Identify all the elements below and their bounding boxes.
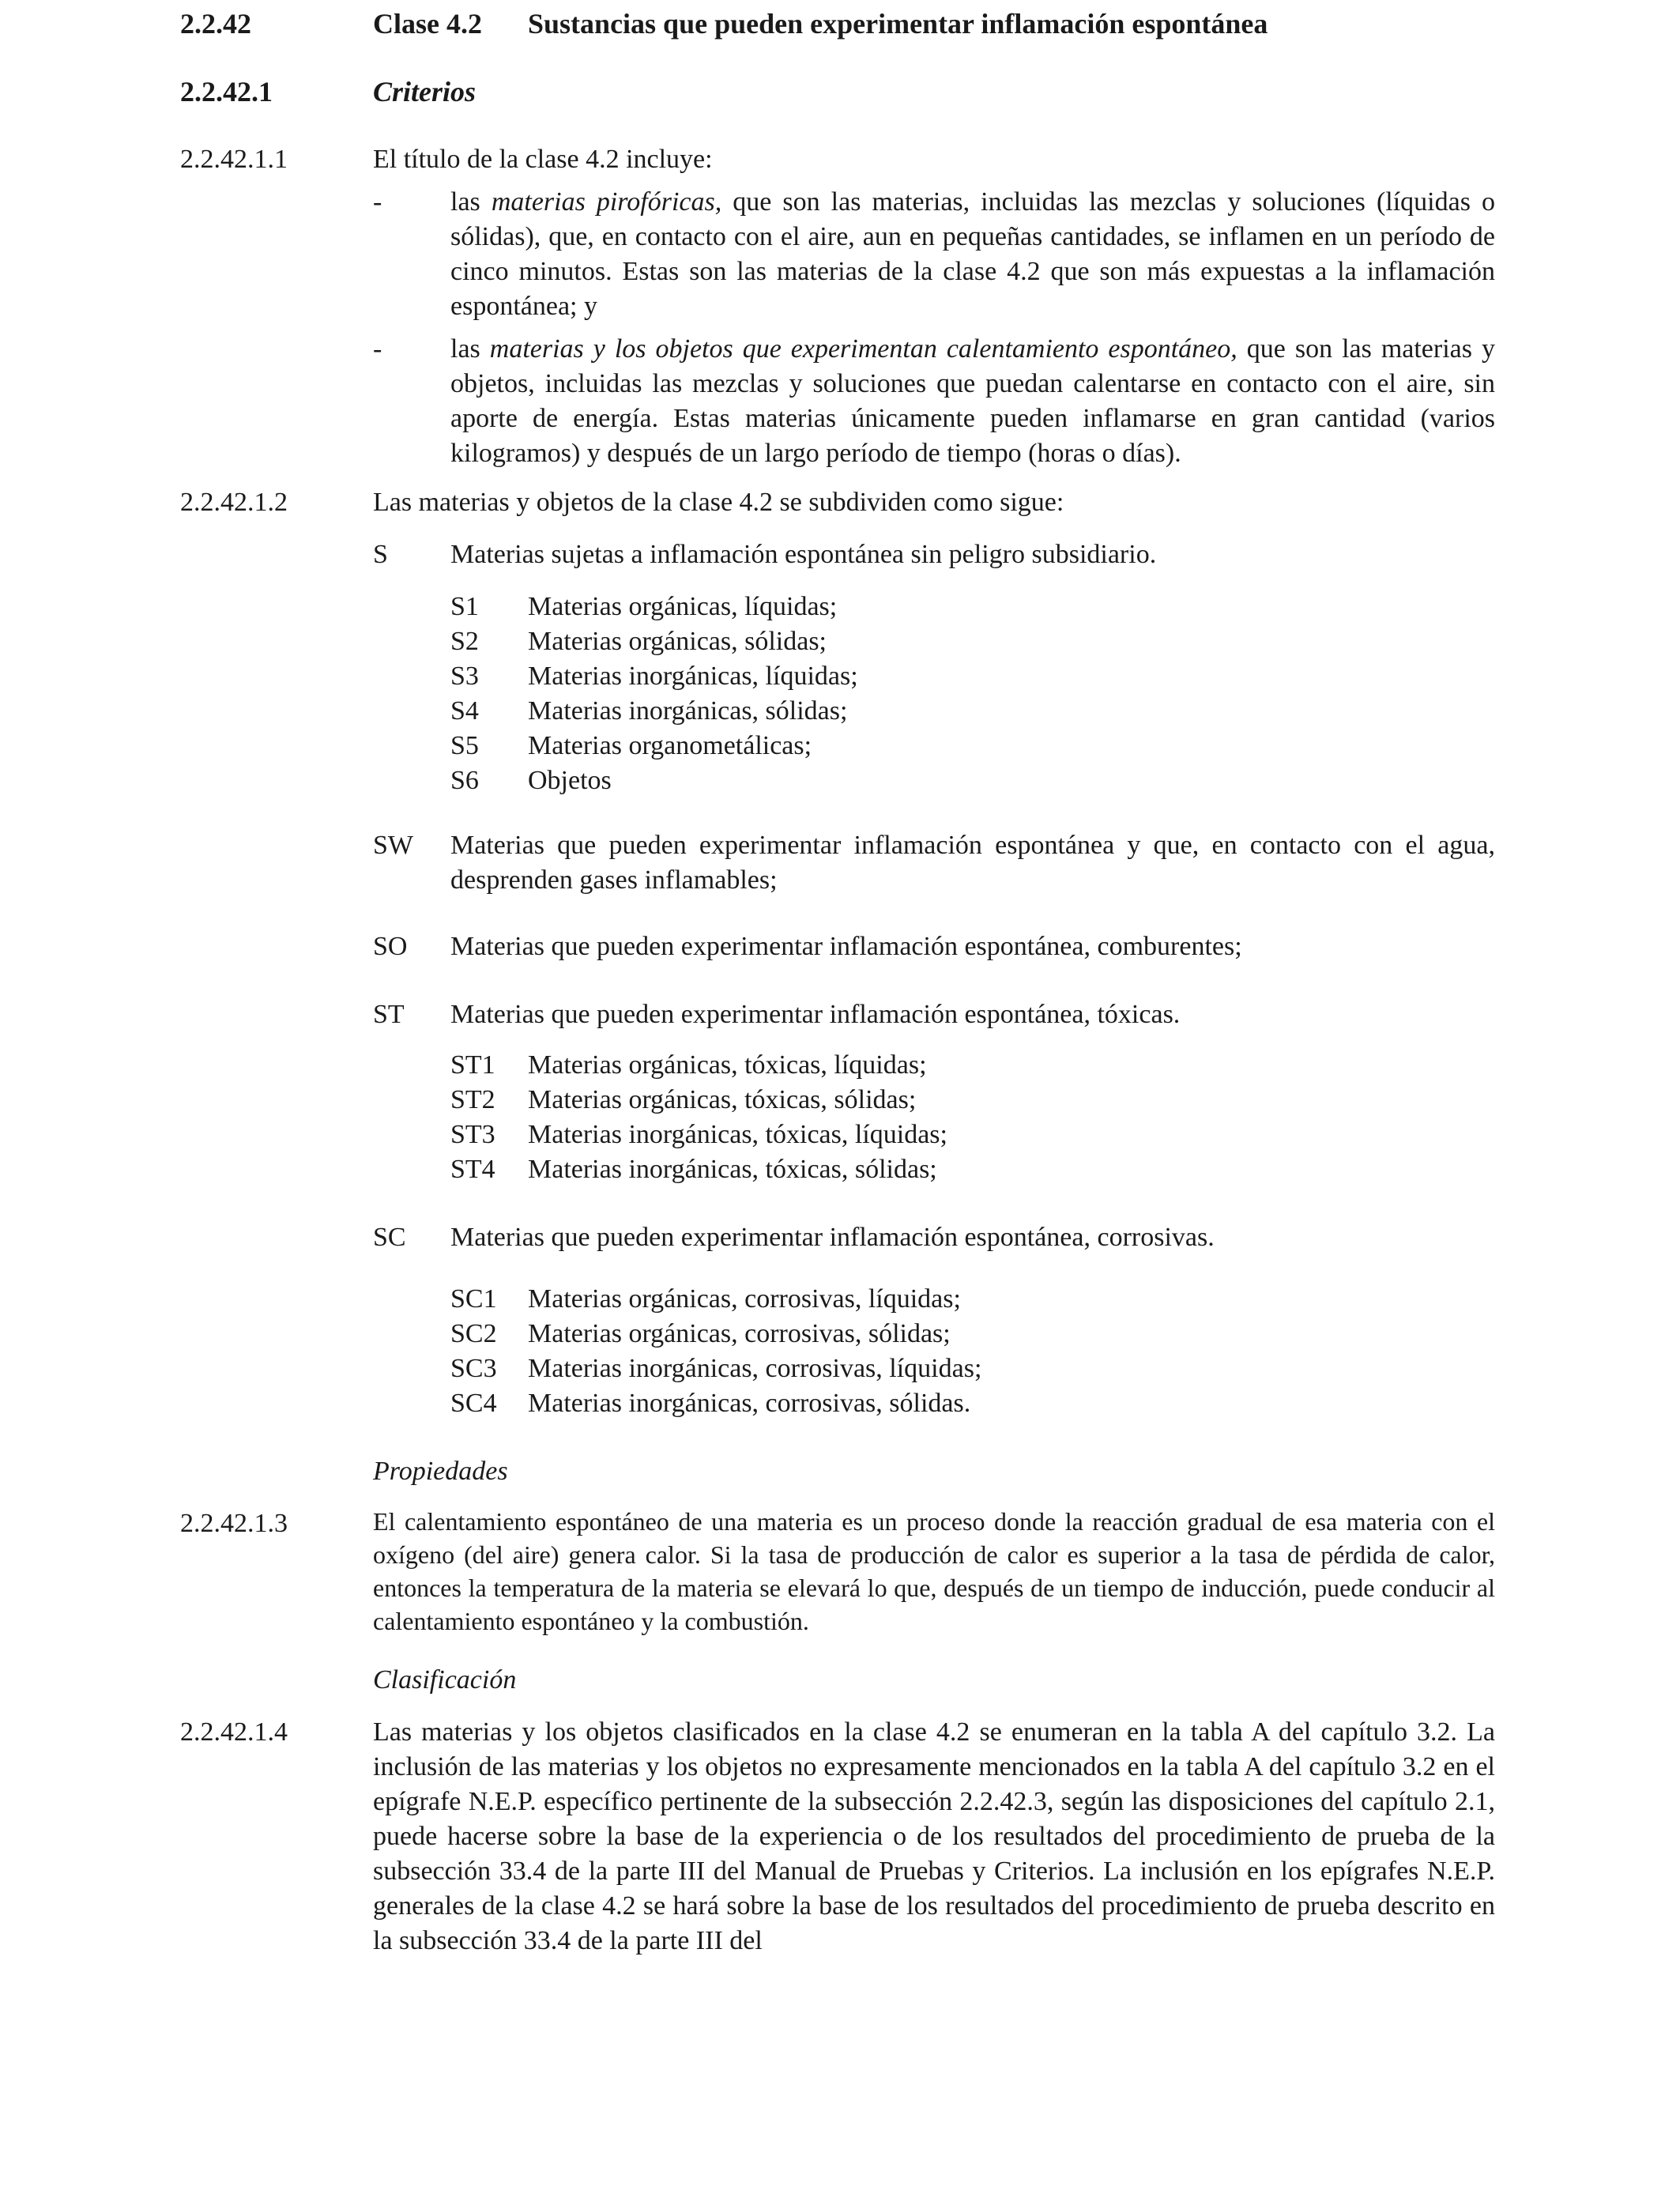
clasificacion-text: Las materias y los objetos clasificados en la clase 4.2 se enumeran en la tabla A del capítulo 3.2. La inclusión de las materias y los objetos no expresamente mencionados en la tabla A del capítulo 3.2 en el epígrafe N.E.P. específico pertinente de la subsección 2.2.42.3, según las disposiciones del capítulo 2.1, puede hacerse sobre la base de la experiencia o de los resultados del procedimiento de prueba de la subsección 33.4 de la parte III del Manual de Pruebas y Criterios. La inclusión en los epígrafes N.E.P. generales de la clase 4.2 se hará sobre la base de los resultados del procedimiento de prueba descrito en la subsección 33.4 de la parte III del xyxy=(373,1717,1495,1955)
item-text: Materias inorgánicas, tóxicas, sólidas; xyxy=(528,1155,937,1184)
item-code: SC3 xyxy=(450,1354,497,1383)
group-code: SC xyxy=(373,1223,406,1252)
item-text: Materias organometálicas; xyxy=(528,731,812,760)
group-text: Materias que pueden experimentar inflamación espontánea, corrosivas. xyxy=(450,1223,1215,1252)
item-code: S5 xyxy=(450,731,479,760)
item-text: Objetos xyxy=(528,766,612,795)
item-text: Materias inorgánicas, corrosivas, sólidas. xyxy=(528,1389,971,1418)
item-text: Materias orgánicas, tóxicas, líquidas; xyxy=(528,1050,927,1080)
item-text: Materias orgánicas, corrosivas, sólidas; xyxy=(528,1319,951,1348)
item-text: Materias inorgánicas, líquidas; xyxy=(528,662,858,691)
group-code: SO xyxy=(373,932,408,961)
item-code: SC4 xyxy=(450,1389,497,1418)
bullet-dash: - xyxy=(373,334,382,364)
group-text: Materias que pueden experimentar inflamación espontánea y que, en contacto con el agua, desprenden gases inflamables; xyxy=(450,831,1495,895)
item-text: Materias orgánicas, corrosivas, líquidas; xyxy=(528,1284,961,1314)
propiedades-title: Propiedades xyxy=(373,1457,508,1486)
item-text: Materias inorgánicas, corrosivas, líquidas; xyxy=(528,1354,982,1383)
item-text: Materias orgánicas, tóxicas, sólidas; xyxy=(528,1085,917,1114)
bullet-post: que son las materias, incluidas las mezclas y soluciones (líquidas o sólidas), que, en contacto con el aire, aun en pequeñas cantidades, se inflamen en un período de cinco minutos. Estas son las materias de la clase 4.2 que son más expuestas a la inflamación espontánea; y xyxy=(450,187,1495,321)
item-code: S4 xyxy=(450,696,479,726)
item-code: ST2 xyxy=(450,1085,495,1114)
bullet-pre: las xyxy=(450,187,492,217)
item-text: Materias orgánicas, líquidas; xyxy=(528,592,838,621)
item-code: ST4 xyxy=(450,1155,495,1184)
item-code: ST3 xyxy=(450,1120,495,1149)
item-code: S1 xyxy=(450,592,479,621)
group-text: Materias que pueden experimentar inflamación espontánea, tóxicas. xyxy=(450,1000,1181,1029)
subsection-number: 2.2.42.1 xyxy=(180,76,273,107)
paragraph-number: 2.2.42.1.2 xyxy=(180,488,288,517)
paragraph-number: 2.2.42.1.1 xyxy=(180,145,288,174)
item-text: Materias inorgánicas, sólidas; xyxy=(528,696,848,726)
group-code: ST xyxy=(373,1000,405,1029)
bullet-italic-term: materias pirofóricas, xyxy=(491,187,722,217)
propiedades-text: El calentamiento espontáneo de una materia es un proceso donde la reacción gradual de esa materia con el oxígeno (del aire) genera calor. Si la tasa de producción de calor es superior a la tasa de pérdida de calor, entonces la temperatura de la materia se elevará lo que, después de un tiempo de inducción, puede conducir al calentamiento espontáneo y la combustión. xyxy=(373,1507,1495,1635)
group-code: S xyxy=(373,540,388,569)
clasificacion-title: Clasificación xyxy=(373,1665,517,1695)
bullet-pre: las xyxy=(450,334,490,364)
group-text: Materias sujetas a inflamación espontánea sin peligro subsidiario. xyxy=(450,540,1157,569)
subsection-title: Criterios xyxy=(373,76,477,107)
paragraph-number: 2.2.42.1.3 xyxy=(180,1509,288,1538)
bullet-post: que son las materias y objetos, incluidas las mezclas y soluciones que puedan calentarse en contacto con el aire, sin aporte de energía. Estas materias únicamente pueden inflamarse en gran cantidad (varios kilogramos) y después de un largo período de tiempo (horas o días). xyxy=(450,334,1495,468)
section-class: Clase 4.2 xyxy=(373,8,482,40)
item-code: SC2 xyxy=(450,1319,497,1348)
item-code: S3 xyxy=(450,662,479,691)
bullet-italic-term: materias y los objetos que experimentan calentamiento espontáneo, xyxy=(489,334,1237,364)
item-code: S6 xyxy=(450,766,479,795)
bullet-text xyxy=(450,185,1495,324)
item-code: S2 xyxy=(450,627,479,656)
bullet-text xyxy=(450,332,1495,471)
item-text: Materias inorgánicas, tóxicas, líquidas; xyxy=(528,1120,947,1149)
section-title: Sustancias que pueden experimentar inflamación espontánea xyxy=(528,8,1268,40)
group-code: SW xyxy=(373,831,413,860)
item-code: ST1 xyxy=(450,1050,495,1080)
item-code: SC1 xyxy=(450,1284,497,1314)
paragraph-intro: El título de la clase 4.2 incluye: xyxy=(373,145,713,174)
paragraph-number: 2.2.42.1.4 xyxy=(180,1717,288,1747)
bullet-dash: - xyxy=(373,187,382,217)
group-text: Materias que pueden experimentar inflamación espontánea, comburentes; xyxy=(450,932,1242,961)
item-text: Materias orgánicas, sólidas; xyxy=(528,627,827,656)
section-number: 2.2.42 xyxy=(180,8,251,40)
paragraph-intro: Las materias y objetos de la clase 4.2 se subdividen como sigue: xyxy=(373,488,1064,517)
